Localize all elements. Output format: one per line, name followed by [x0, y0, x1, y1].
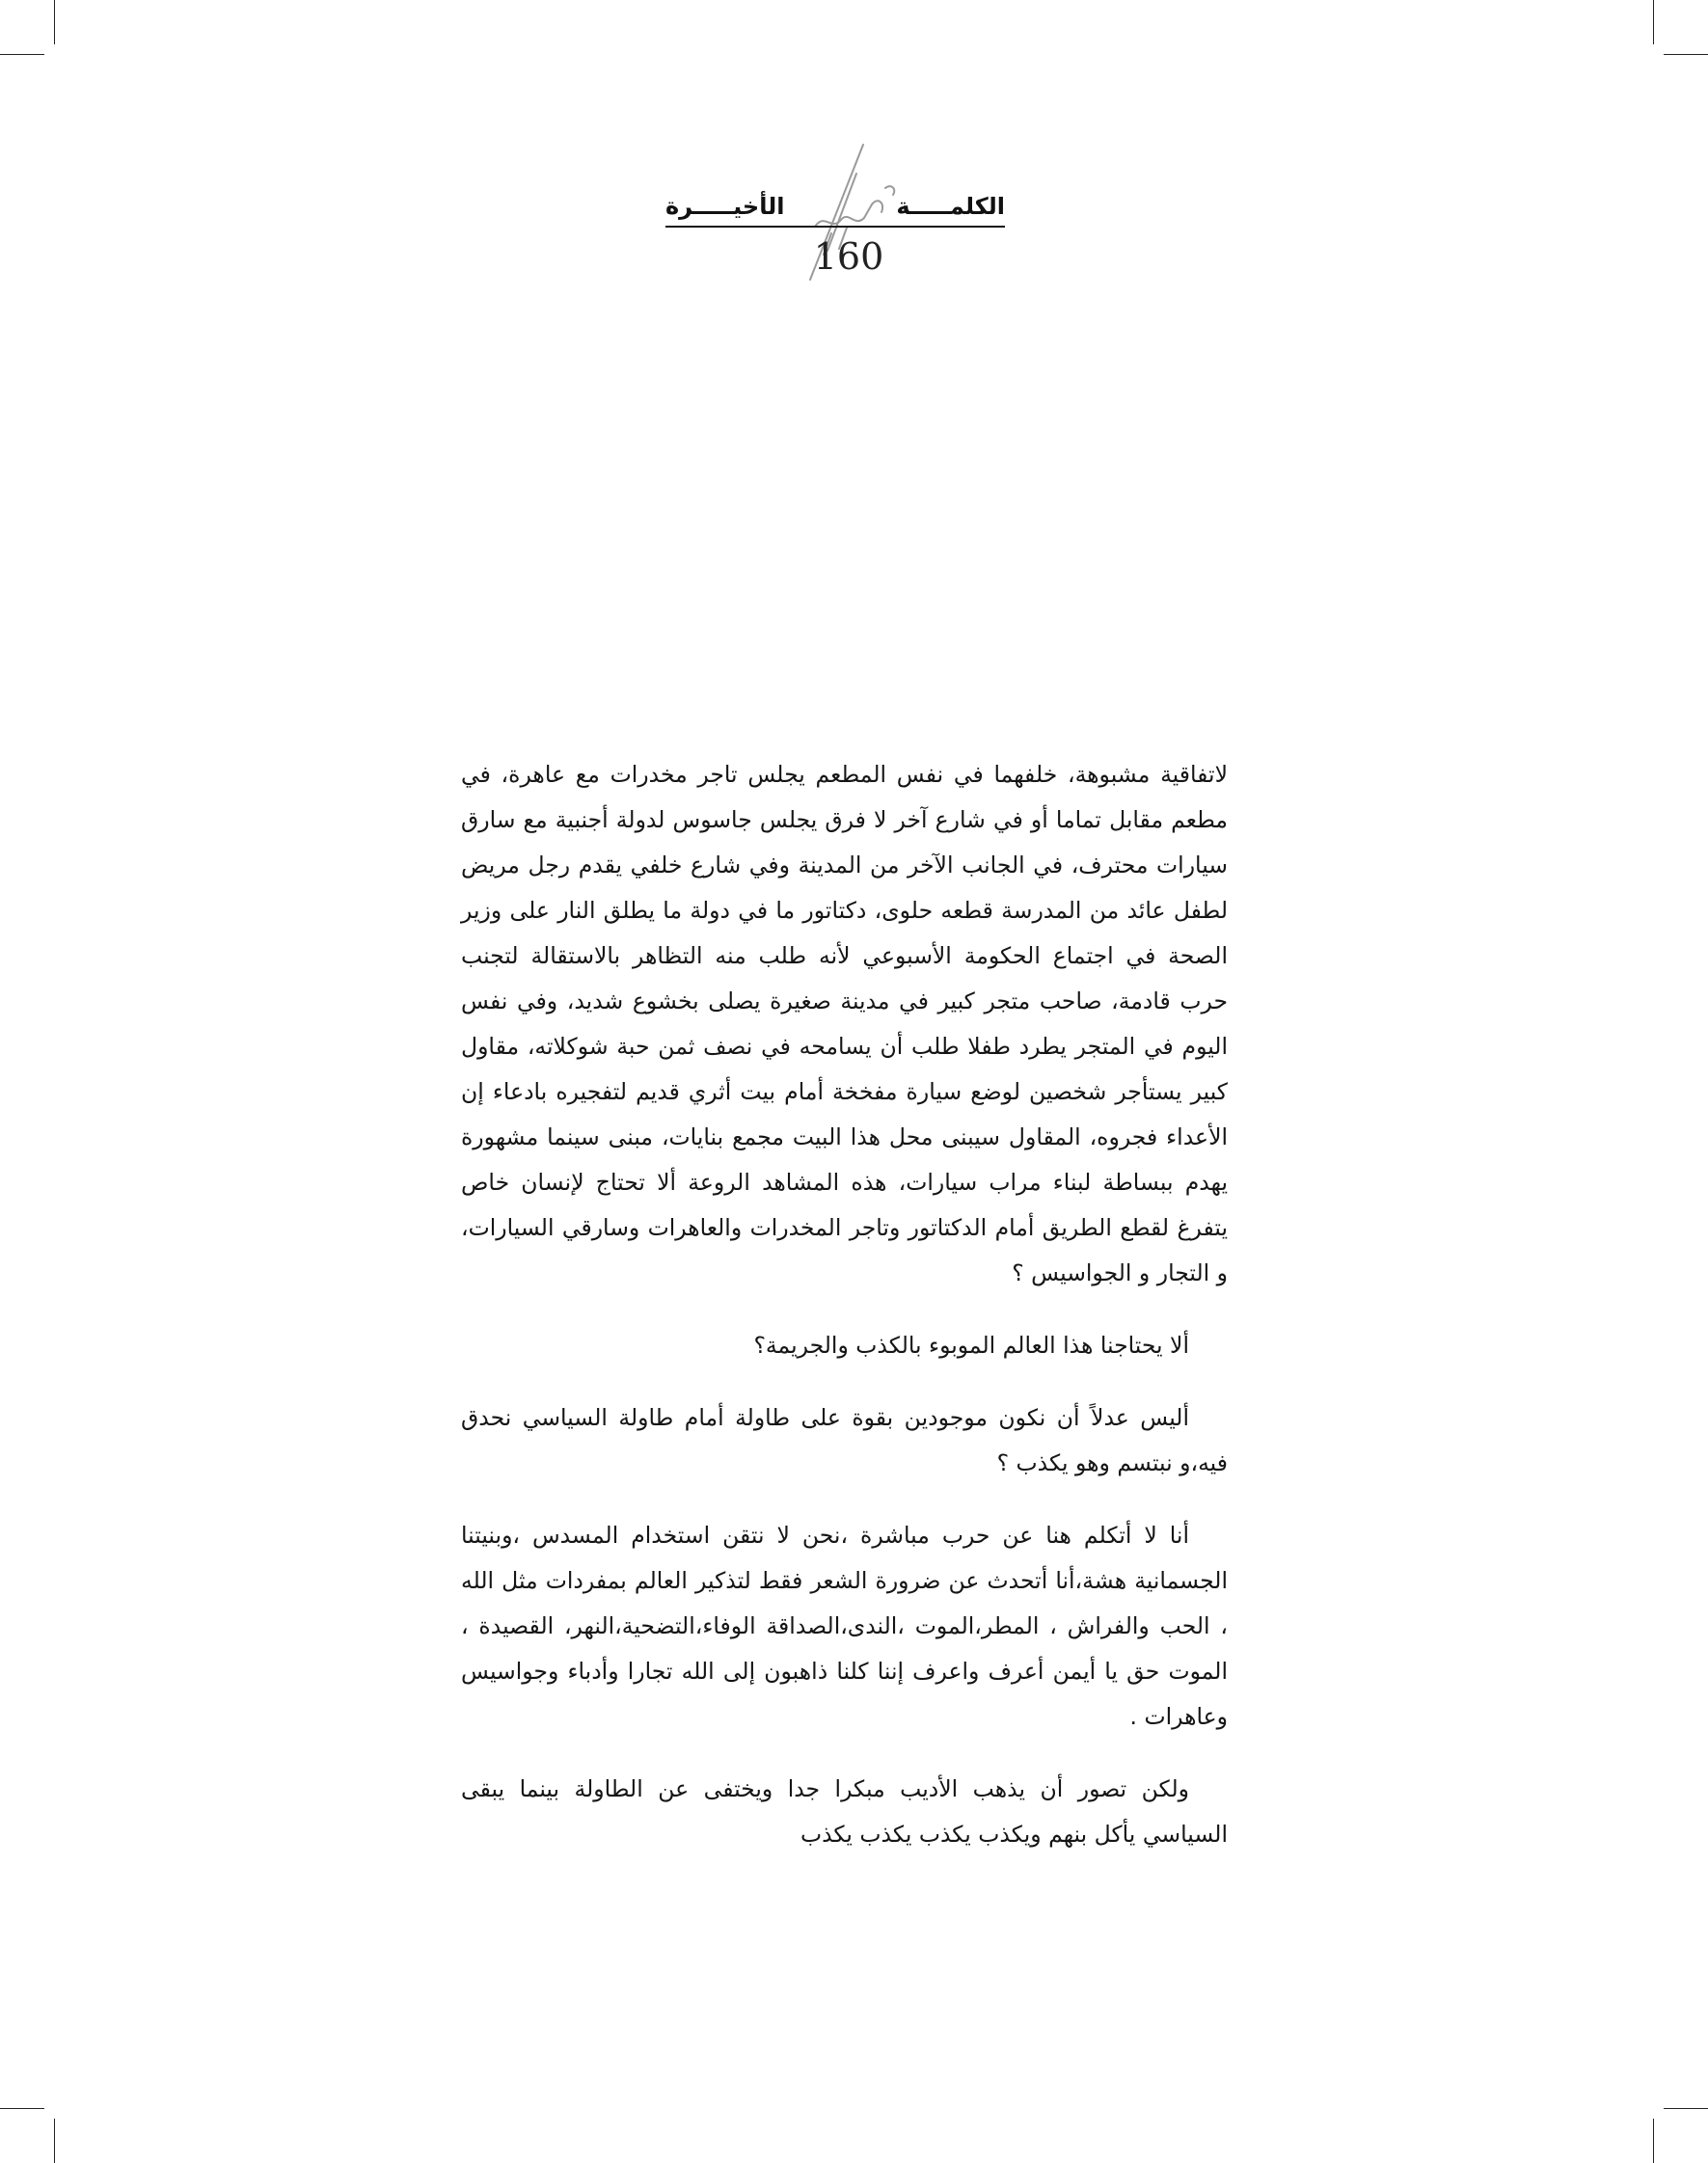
- body-text: [461, 752, 1228, 1884]
- paragraph-4: أنا لا أتكلم هنا عن حرب مباشرة ،نحن لا نتقن استخدام المسدس ،وبنيتنا الجسمانية هشة،أنا أتحدث عن ضرورة الشعر فقط لتذكير العالم بمفردات مثل الله ، الحب والفراش ، المطر،الموت ،الندى،الصداقة الوفاء،التضحية،النهر، القصيدة ، الموت حق يا أيمن أعرف واعرف إننا كلنا ذاهبون إلى الله تجارا وأدباء وجواسيس وعاهرات .: [461, 1522, 1228, 1730]
- paragraph-5: ولكن تصور أن يذهب الأديب مبكرا جدا ويختفى عن الطاولة بينما يبقى السياسي يأكل بنهم ويكذب يكذب يكذب يكذب: [461, 1775, 1228, 1848]
- crop-mark-bottom-right: [1653, 2119, 1654, 2163]
- paragraph-1: لاتفاقية مشبوهة، خلفهما في نفس المطعم يجلس تاجر مخدرات مع عاهرة، في مطعم مقابل تماما أو في شارع آخر لا فرق يجلس جاسوس لدولة أجنبية مع سارق سيارات محترف، في الجانب الآخر من المدينة وفي شارع خلفي يقدم رجل مريض لطفل عائد من المدرسة قطعه حلوى، دكتاتور ما في دولة ما يطلق النار على وزير الصحة في اجتماع الحكومة الأسبوعي لأنه طلب منه التظاهر بالاستقالة لتجنب حرب قادمة، صاحب متجر كبير في مدينة صغيرة يصلى بخشوع شديد، وفي نفس اليوم في المتجر يطرد طفلا طلب أن يسامحه في نصف ثمن حبة شوكلاته، مقاول كبير يستأجر شخصين لوضع سيارة مفخخة أمام بيت أثري قديم لتفجيره بادعاء إن الأعداء فجروه، المقاول سيبنى محل هذا البيت مجمع بنايات، مبنى سينما مشهورة يهدم ببساطة لبناء مراب سيارات، هذه المشاهد الروعة ألا تحتاج لإنسان خاص يتفرغ لقطع الطريق أمام الدكتاتور وتاجر المخدرات والعاهرات وسارقي السيارات، و التجار و الجواسيس ؟: [461, 761, 1228, 1286]
- page-number: 160: [813, 235, 884, 278]
- paragraph-3: أليس عدلاً أن نكون موجودين بقوة على طاولة أمام طاولة السياسي نحدق فيه،و نبتسم وهو يكذب ؟: [461, 1404, 1228, 1476]
- crop-mark-bottom-left-h: [0, 2108, 44, 2109]
- header-rule: [665, 226, 1005, 228]
- crop-mark-bottom-left: [54, 2119, 55, 2163]
- header-title-left: الأخيـــــرة: [665, 193, 785, 220]
- crop-mark-bottom-right-h: [1664, 2108, 1708, 2109]
- running-header: [0, 0, 1708, 289]
- paragraph-2: ألا يحتاجنا هذا العالم الموبوء بالكذب والجريمة؟: [753, 1332, 1189, 1359]
- header-title: [665, 193, 1005, 224]
- header-title-right: الكلمـــــة: [896, 193, 1005, 220]
